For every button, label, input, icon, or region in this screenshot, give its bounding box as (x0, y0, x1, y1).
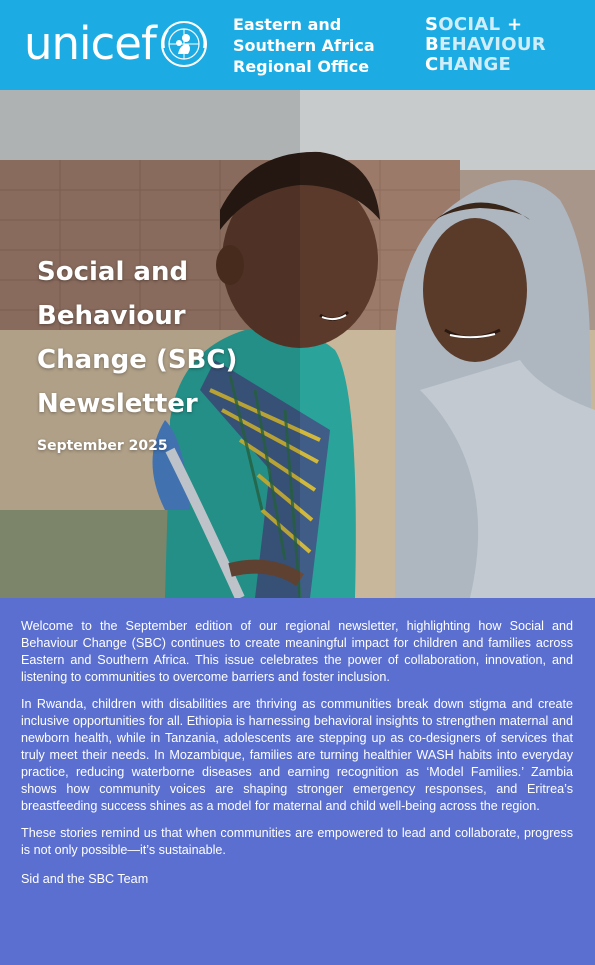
office-line: Southern Africa (233, 36, 375, 55)
hero-photo (0, 90, 595, 598)
issue-date: September 2025 (37, 438, 168, 454)
title-line: Social and (37, 257, 189, 287)
title-line: Change (SBC) (37, 345, 238, 375)
country-highlights-paragraph: In Rwanda, children with disabilities are thriving as communities break down stigma and create inclusive opportunities for all. Ethiopia is harnessing behavioral insights to strengthen maternal and newborn health, while in Tanzania, adolescents are stepping up as co-designers of services that truly meet their needs. In Mozambique, families are turning healthier WASH habits into everyday practice, reducing waterborne diseases and earning recognition as ‘Model Families.’ Zambia shows how community voices are shaping stronger emergency responses, and Eritrea’s breastfeeding success shines as a model for maternal and child well-being across the region. (21, 697, 573, 813)
unicef-emblem-icon (158, 18, 210, 70)
hero-heading-block (37, 250, 277, 454)
sbc-logo-line-3: CHANGE (425, 54, 512, 75)
header-band (0, 0, 595, 90)
sbc-logo-line-2: BEHAVIOUR (425, 34, 546, 55)
newsletter-body (21, 618, 573, 898)
office-line: Eastern and (233, 15, 342, 34)
closing-paragraph: These stories remind us that when communities are empowered to lead and collaborate, progress is not only possible—it’s sustainable. (21, 826, 573, 857)
intro-paragraph: Welcome to the September edition of our regional newsletter, highlighting how Social and Behaviour Change (SBC) continues to create meaningful impact for children and families across Eastern and Southern Africa. This issue celebrates the power of collaboration, innovation, and listening to communities to overcome barriers and foster inclusion. (21, 619, 573, 684)
unicef-logo (24, 18, 210, 70)
office-line: Regional Office (233, 57, 370, 76)
brand-wordmark: unicef (24, 17, 156, 70)
sbc-logo-line-1: SOCIAL + (425, 14, 523, 35)
signature: Sid and the SBC Team (21, 872, 149, 886)
sbc-logo (425, 15, 546, 75)
title-line: Newsletter (37, 389, 198, 419)
title-line: Behaviour (37, 301, 186, 331)
regional-office-label (233, 14, 375, 77)
newsletter-title (37, 250, 277, 426)
